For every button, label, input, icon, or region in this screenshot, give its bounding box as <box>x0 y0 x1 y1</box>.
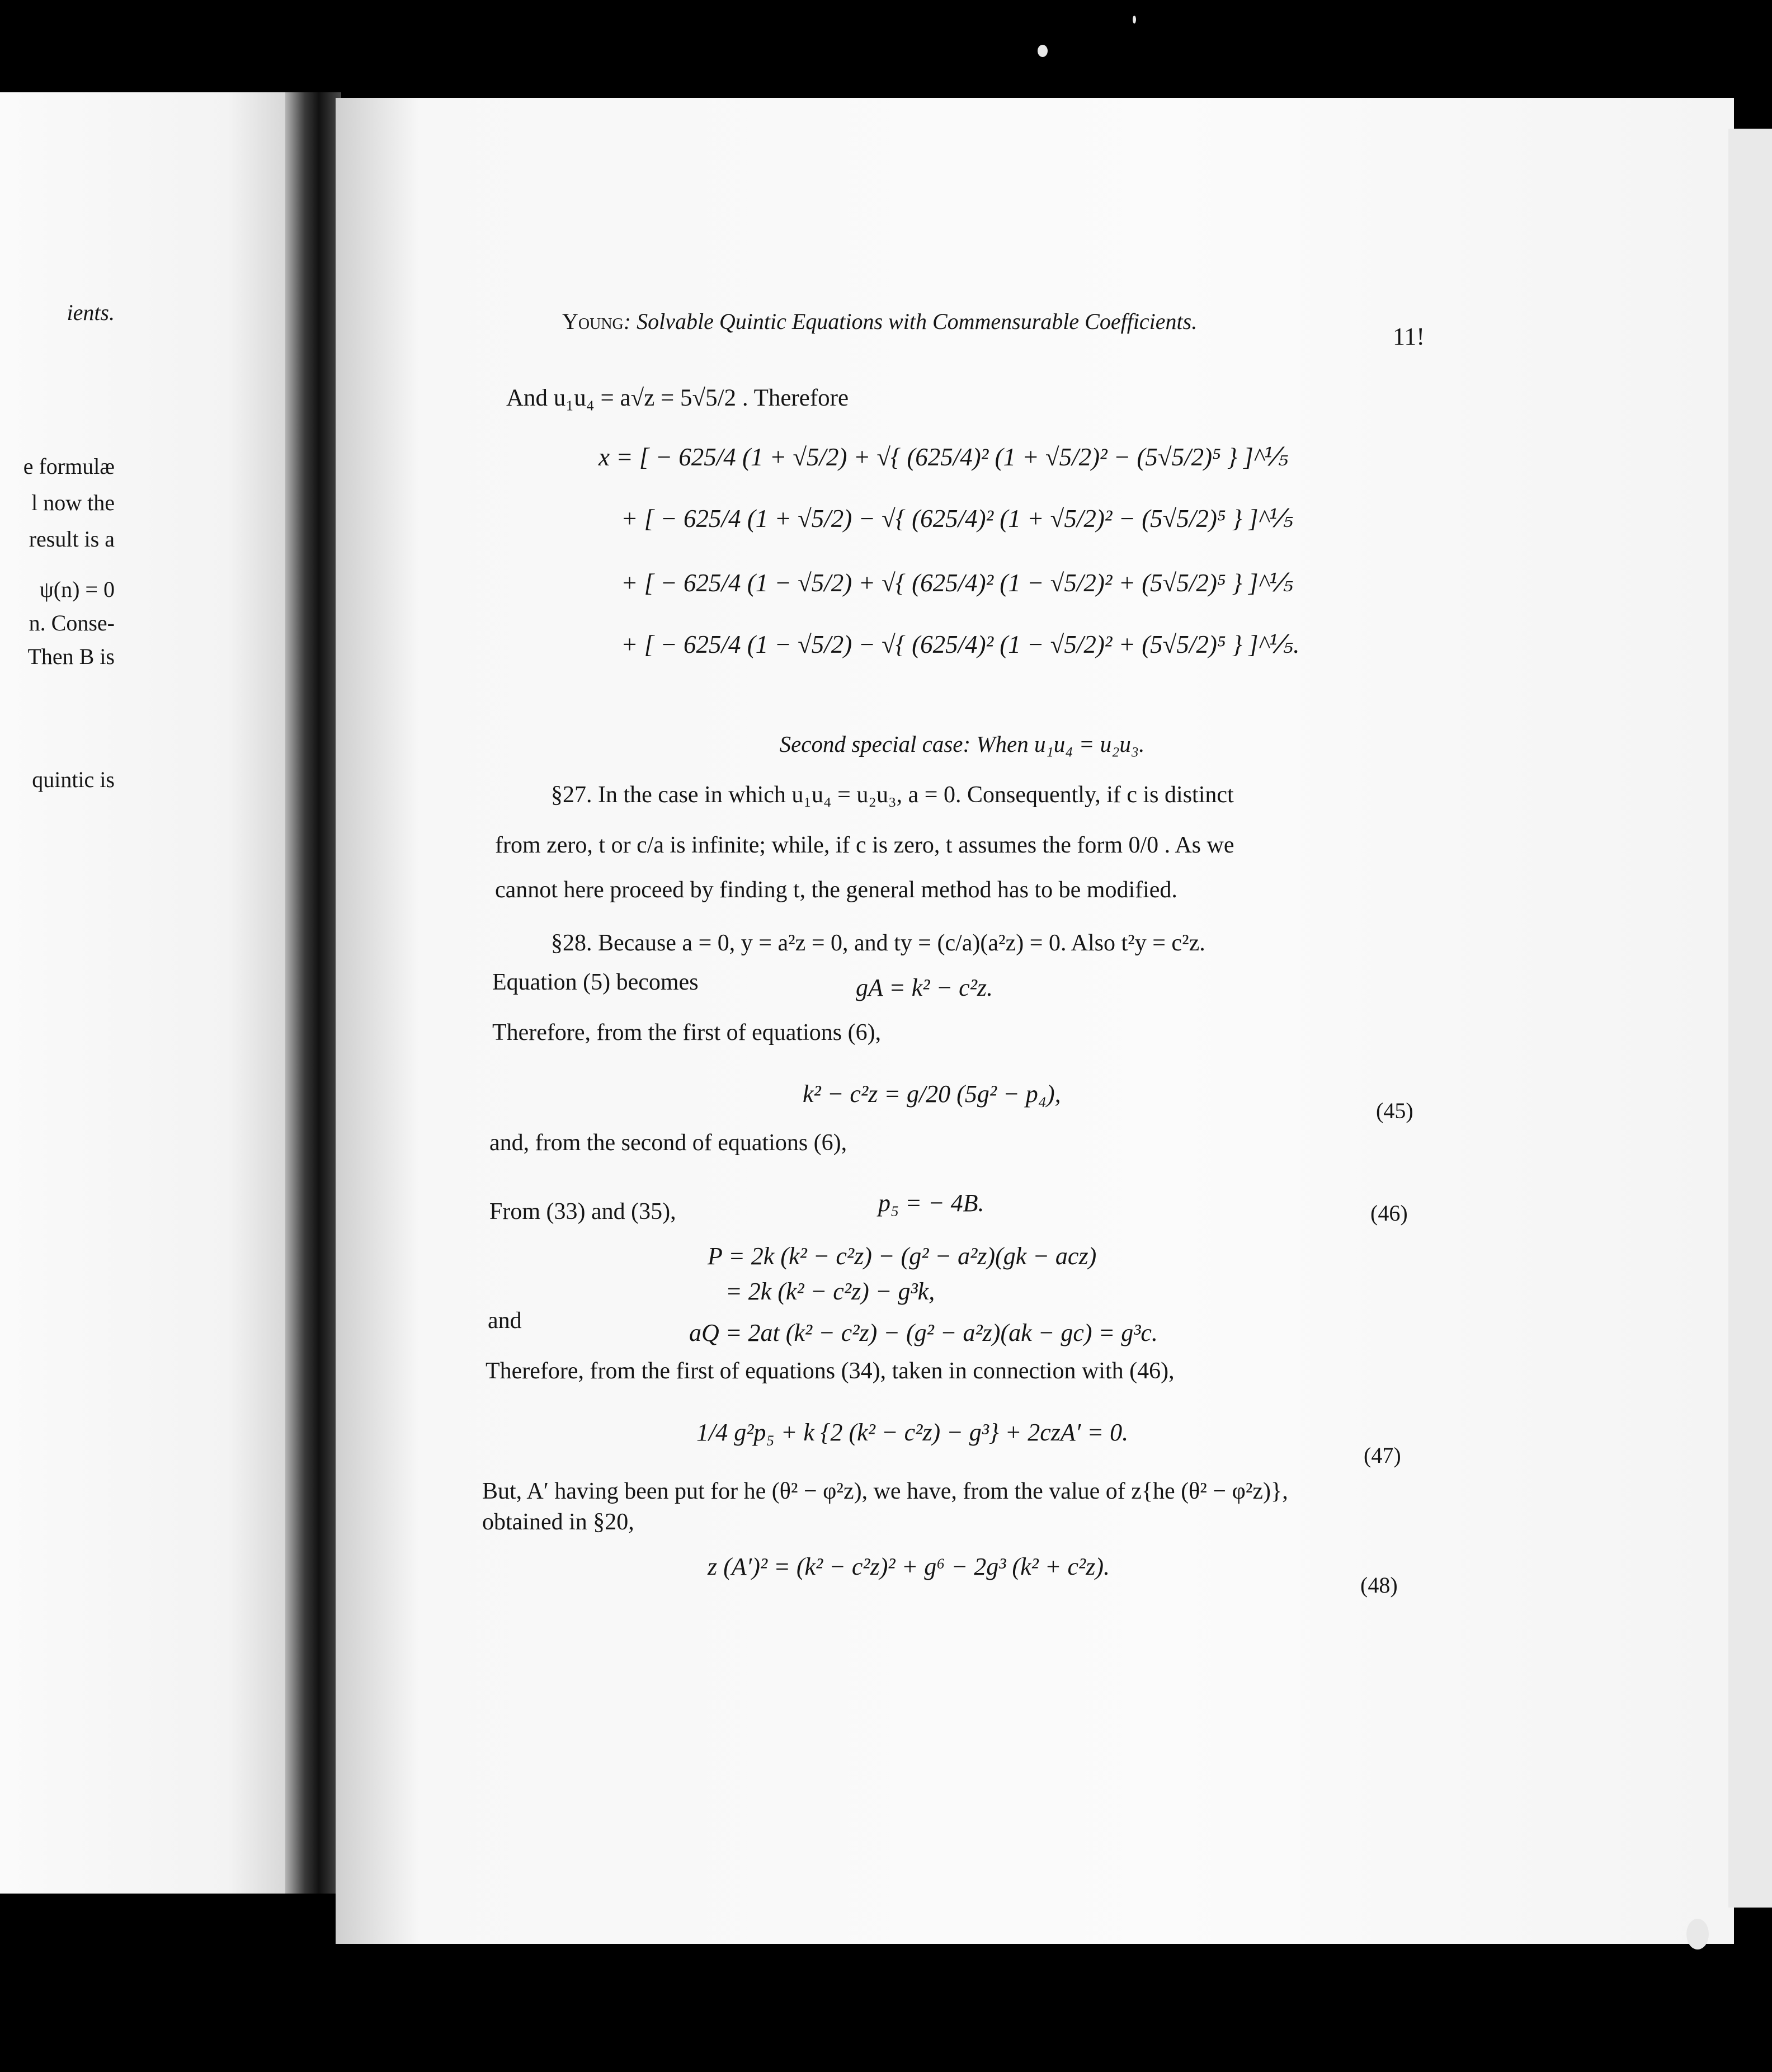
formula-x-line-3: + [ − 625/4 (1 − √5/2) + √{ (625/4)² (1 − √5/2)² + (5√5/2)⁵ } ]^⅕ <box>621 569 1294 597</box>
header-title: : Solvable Quintic Equations with Commensurable Coefficients. <box>623 309 1198 334</box>
formula-x-line-2: + [ − 625/4 (1 + √5/2) − √{ (625/4)² (1 + √5/2)² − (5√5/2)⁵ } ]^⅕ <box>621 505 1294 533</box>
therefore-line-1: Therefore, from the first of equations (6), <box>492 1020 882 1046</box>
page-edge <box>1728 129 1772 1908</box>
s27-line-3: cannot here proceed by finding t, the general method has to be modified. <box>495 877 1177 903</box>
left-fragment: l now the <box>31 490 115 515</box>
running-header <box>562 310 1197 333</box>
equation-Q: aQ = 2at (k² − c²z) − (g² − a²z)(ak − gc) = g³c. <box>689 1319 1158 1346</box>
equation-47-number: (47) <box>1364 1443 1401 1468</box>
left-fragment: e formulæ <box>23 454 115 479</box>
left-fragment: result is a <box>29 526 115 552</box>
header-author: Young <box>562 309 624 334</box>
s27-line-1: §27. In the case in which u₁u₄ = u₂u₃, a = 0. Consequently, if c is distinct <box>551 782 1234 808</box>
equation-46: p₅ = − 4B. <box>878 1189 984 1217</box>
equation-P-line-1: P = 2k (k² − c²z) − (g² − a²z)(gk − acz) <box>708 1242 1097 1270</box>
formula-x-line-4: + [ − 625/4 (1 − √5/2) − √{ (625/4)² (1 − √5/2)² + (5√5/2)⁵ } ]^⅕. <box>621 630 1300 658</box>
equation-P-line-2: = 2k (k² − c²z) − g³k, <box>725 1278 935 1305</box>
page-number: 11! <box>1393 323 1425 350</box>
equation-gA: gA = k² − c²z. <box>856 974 993 1001</box>
intro-line: And u₁u₄ = a√z = 5√5/2 . Therefore <box>506 385 849 411</box>
left-facing-page <box>0 92 285 1894</box>
s28-line-2: Equation (5) becomes <box>492 969 699 995</box>
left-fragment: ients. <box>67 300 115 325</box>
formula-x-line-1: x = [ − 625/4 (1 + √5/2) + √{ (625/4)² (1 + √5/2)² − (5√5/2)⁵ } ]^⅕ <box>598 443 1289 471</box>
dust-speck <box>1038 45 1048 57</box>
equation-45-number: (45) <box>1376 1098 1413 1123</box>
book-gutter <box>285 92 341 1894</box>
subheading: Second special case: When u₁u₄ = u₂u₃. <box>779 731 1145 757</box>
dust-speck <box>1133 16 1136 23</box>
equation-46-number: (46) <box>1370 1200 1408 1226</box>
left-fragment: n. Conse- <box>29 610 115 635</box>
equation-45: k² − c²z = g/20 (5g² − p₄), <box>803 1080 1061 1108</box>
from-33-35-line: From (33) and (35), <box>489 1199 676 1225</box>
word-and: and <box>488 1308 522 1334</box>
left-fragment: ψ(n) = 0 <box>39 577 115 602</box>
therefore-line-2: Therefore, from the first of equations (34), taken in connection with (46), <box>486 1358 1175 1384</box>
but-line: But, A′ having been put for he (θ² − φ²z), we have, from the value of z{he (θ² − φ²z)}, <box>482 1478 1288 1504</box>
equation-48: z (A′)² = (k² − c²z)² + g⁶ − 2g³ (k² + c²z). <box>708 1553 1110 1580</box>
left-fragment: quintic is <box>32 767 115 792</box>
equation-48-number: (48) <box>1360 1572 1398 1598</box>
obtained-line: obtained in §20, <box>482 1509 634 1535</box>
left-fragment: Then B is <box>27 644 115 669</box>
s28-line-1: §28. Because a = 0, y = a²z = 0, and ty = (c/a)(a²z) = 0. Also t²y = c²z. <box>551 930 1205 956</box>
equation-47: 1/4 g²p₅ + k {2 (k² − c²z) − g³} + 2czA′ = 0. <box>696 1419 1129 1446</box>
s27-line-2: from zero, t or c/a is infinite; while, if c is zero, t assumes the form 0/0 . As we <box>495 832 1234 858</box>
dust-speck <box>1686 1919 1709 1949</box>
second-of-equations-line: and, from the second of equations (6), <box>489 1130 847 1156</box>
